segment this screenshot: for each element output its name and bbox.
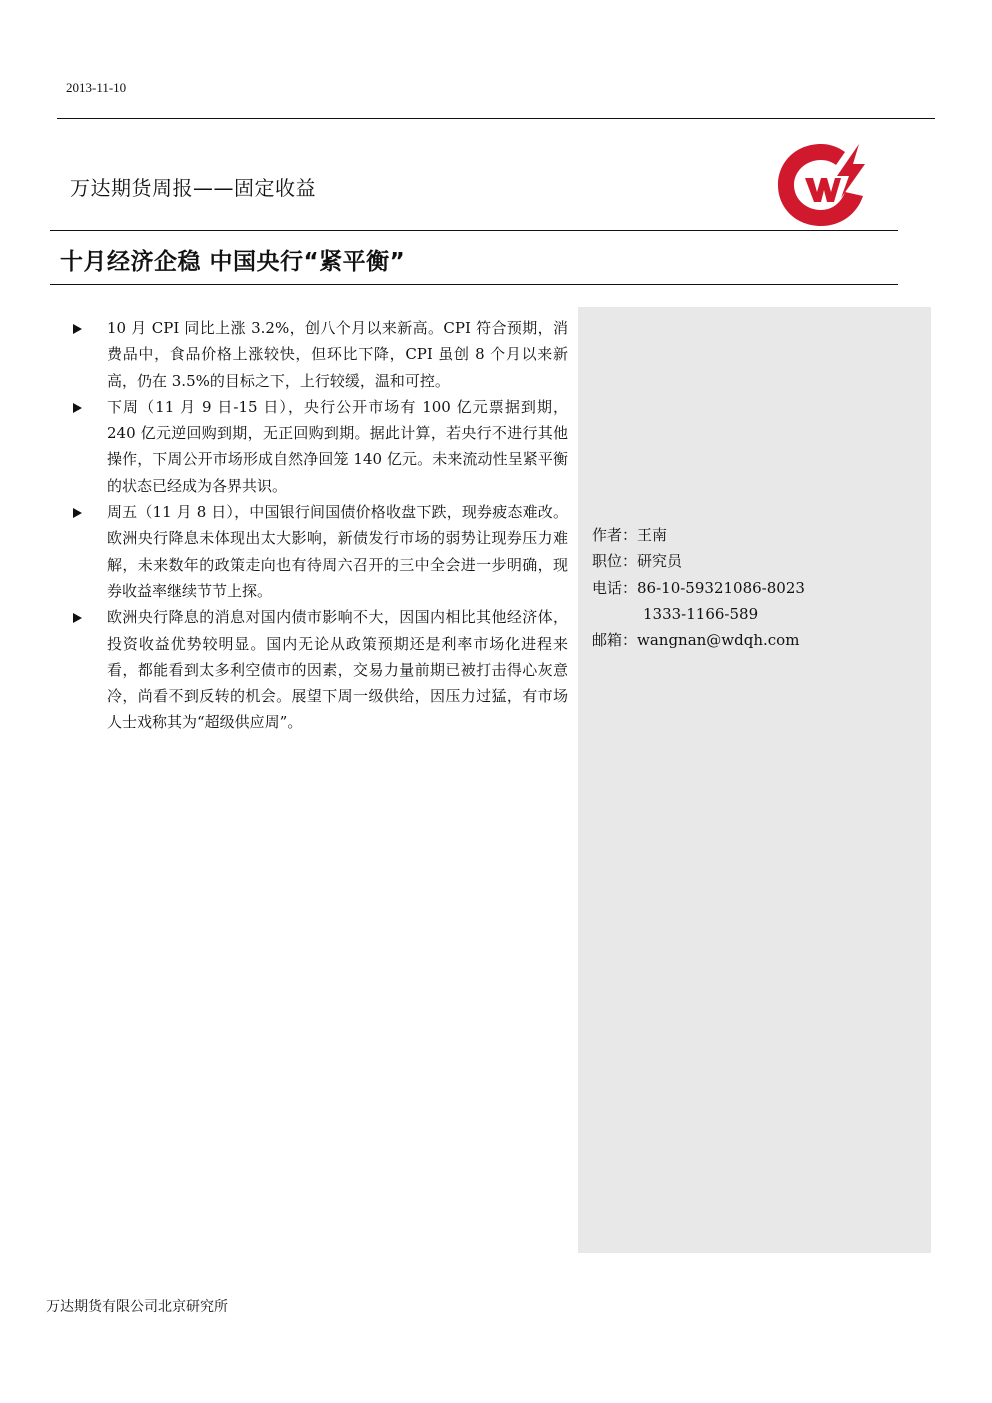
arrow-bullet-icon bbox=[73, 508, 82, 518]
title-divider-bottom bbox=[50, 284, 898, 285]
bullet-text: 10 月 CPI 同比上涨 3.2%，创八个月以来新高。CPI 符合预期，消费品中，食品价格上涨较快，但环比下降，CPI 虽创 8 个月以来新高，仍在 3.5%的目标之下，上行较缓，温和可控。 bbox=[107, 319, 568, 390]
list-item bbox=[72, 315, 568, 394]
arrow-bullet-icon bbox=[73, 324, 82, 334]
author-contact bbox=[592, 522, 805, 653]
author-phone-mobile: 1333-1166-589 bbox=[643, 604, 759, 623]
list-item bbox=[72, 394, 568, 499]
author-email: 邮箱：wangnan@wdqh.com bbox=[592, 631, 800, 650]
series-title: 万达期货周报——固定收益 bbox=[70, 176, 316, 200]
bullet-text: 下周（11 月 9 日-15 日），央行公开市场有 100 亿元票据到期，240 亿元逆回购到期，无正回购到期。据此计算，若央行不进行其他操作，下周公开市场形成自然净回笼 140 亿元。未来流动性呈紧平衡的状态已经成为各界共识。 bbox=[107, 397, 568, 495]
header-divider bbox=[57, 118, 935, 119]
title-divider-top bbox=[50, 230, 898, 231]
author-name: 作者：王南 bbox=[592, 526, 668, 544]
wanda-futures-logo-icon bbox=[775, 140, 867, 228]
footer-company: 万达期货有限公司北京研究所 bbox=[46, 1299, 228, 1315]
arrow-bullet-icon bbox=[73, 403, 82, 413]
main-title: 十月经济企稳 中国央行“紧平衡” bbox=[60, 249, 406, 275]
author-position: 职位：研究员 bbox=[592, 552, 683, 571]
arrow-bullet-icon bbox=[73, 613, 82, 623]
list-item bbox=[72, 499, 568, 604]
report-date: 2013-11-10 bbox=[66, 80, 127, 95]
list-item bbox=[72, 604, 568, 735]
author-phone: 电话：86-10-59321086-8023 bbox=[592, 578, 805, 597]
bullet-text: 周五（11 月 8 日），中国银行间国债价格收盘下跌，现券疲态难改。欧洲央行降息未体现出太大影响，新债发行市场的弱势让现券压力难解，未来数年的政策走向也有待周六召开的三中全会进一步明确，现券收益率继续节节上探。 bbox=[107, 503, 568, 600]
bullet-text: 欧洲央行降息的消息对国内债市影响不大，因国内相比其他经济体，投资收益优势较明显。国内无论从政策预期还是利率市场化进程来看，都能看到太多利空债市的因素，交易力量前期已被打击得心灰意冷，尚看不到反转的机会。展望下周一级供给，因压力过猛，有市场人士戏称其为“超级供应周”。 bbox=[107, 608, 568, 732]
sidebar-panel bbox=[578, 307, 931, 1253]
summary-bullets bbox=[72, 315, 568, 736]
